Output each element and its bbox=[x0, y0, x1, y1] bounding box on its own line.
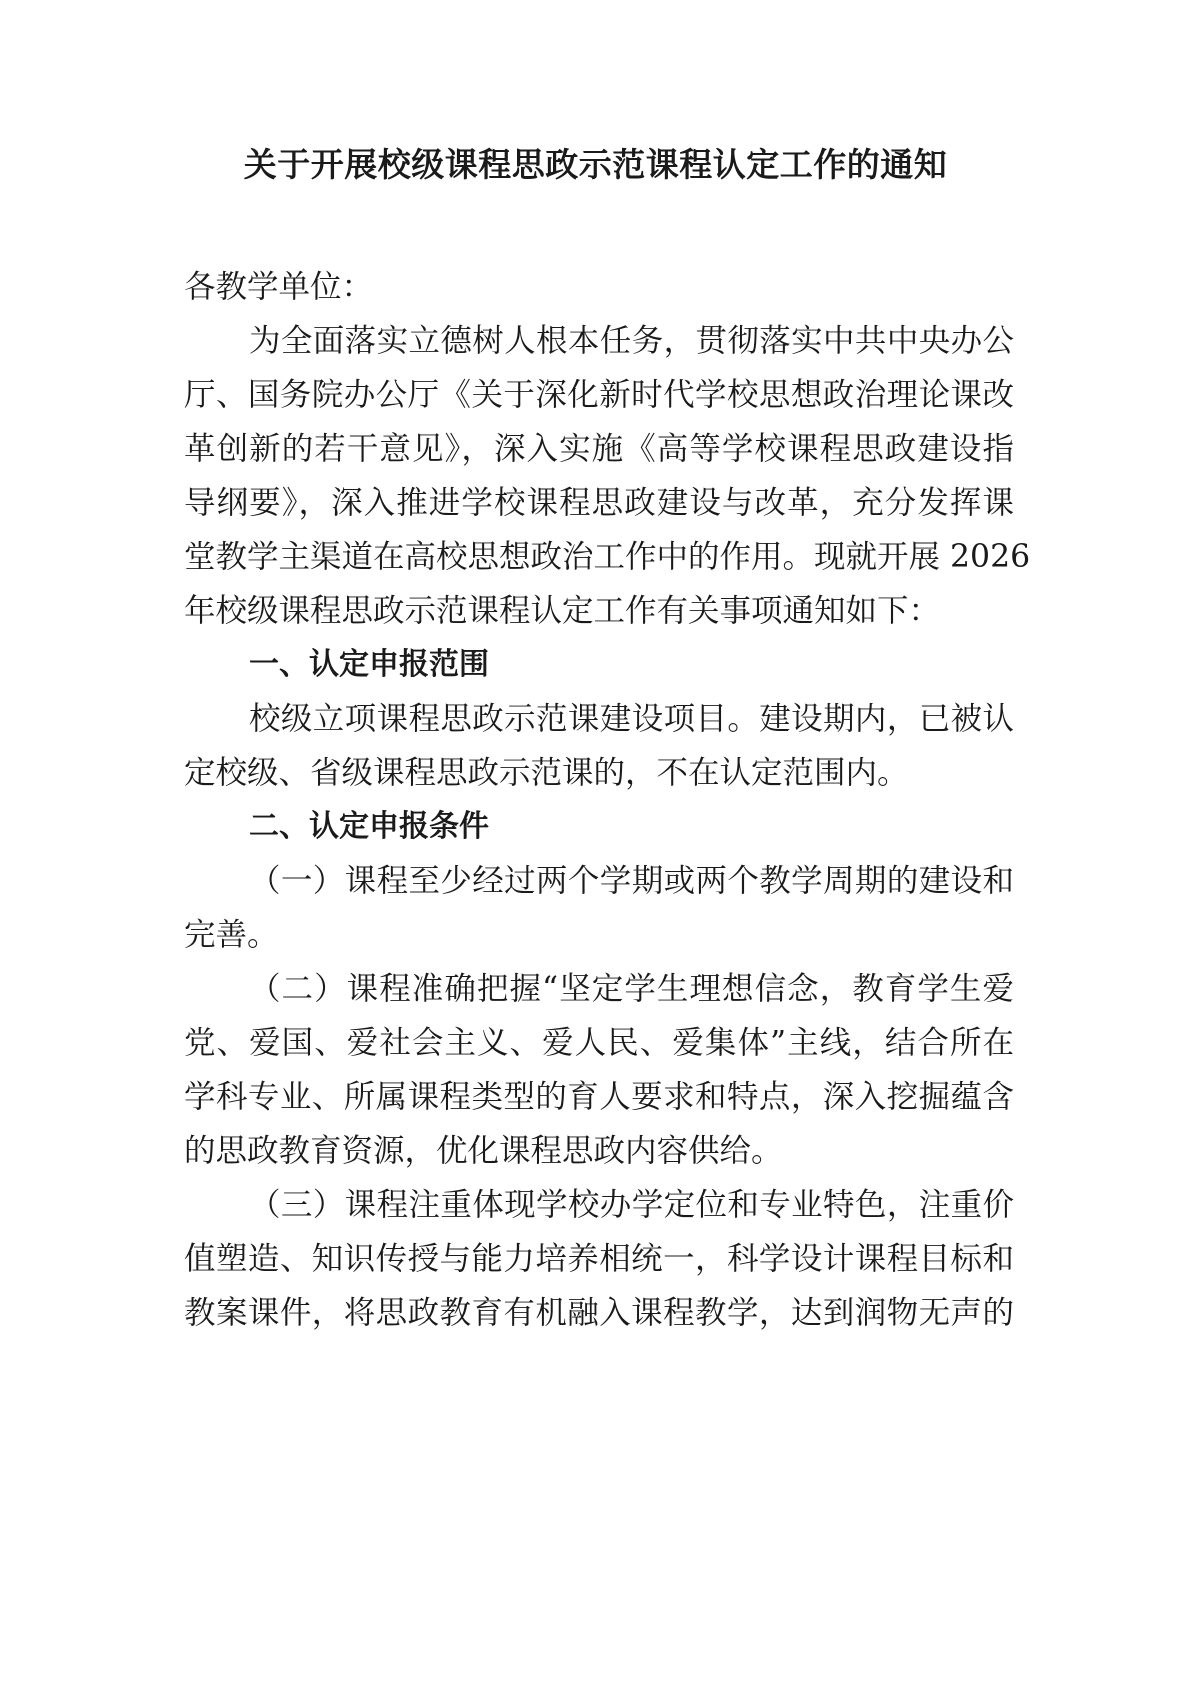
salutation: 各教学单位： bbox=[184, 269, 374, 305]
intro-line-1: 为全面落实立德树人根本任务，贯彻落实中共中央办公 bbox=[249, 323, 1014, 359]
intro-line-6: 年校级课程思政示范课程认定工作有关事项通知如下： bbox=[184, 593, 941, 629]
item-3-line-2: 值塑造、知识传授与能力培养相统一，科学设计课程目标和 bbox=[184, 1241, 1014, 1277]
item-2-line-3: 学科专业、所属课程类型的育人要求和特点，深入挖掘蕴含 bbox=[184, 1079, 1014, 1115]
intro-line-3: 革创新的若干意见》，深入实施《高等学校课程思政建设指 bbox=[184, 431, 1014, 467]
item-2-line-2: 党、爱国、爱社会主义、爱人民、爱集体”主线，结合所在 bbox=[184, 1025, 1014, 1061]
section-1-line-1: 校级立项课程思政示范课建设项目。建设期内，已被认 bbox=[249, 701, 1014, 737]
section-1-line-2: 定校级、省级课程思政示范课的，不在认定范围内。 bbox=[184, 755, 909, 791]
item-1-line-1: （一）课程至少经过两个学期或两个教学周期的建设和 bbox=[249, 863, 1014, 899]
intro-line-5: 堂教学主渠道在高校思想政治工作中的作用。现就开展 2026 bbox=[184, 539, 1031, 575]
item-3-line-1: （三）课程注重体现学校办学定位和专业特色，注重价 bbox=[249, 1187, 1014, 1223]
item-2-line-1: （二）课程准确把握“坚定学生理想信念，教育学生爱 bbox=[249, 971, 1014, 1007]
item-3-line-3: 教案课件，将思政教育有机融入课程教学，达到润物无声的 bbox=[184, 1295, 1014, 1331]
section-1-heading: 一、认定申报范围 bbox=[249, 647, 489, 682]
document-title: 关于开展校级课程思政示范课程认定工作的通知 bbox=[243, 145, 948, 184]
section-2-heading: 二、认定申报条件 bbox=[249, 809, 489, 844]
item-2-line-4: 的思政教育资源，优化课程思政内容供给。 bbox=[184, 1133, 783, 1169]
item-1-line-2: 完善。 bbox=[184, 917, 279, 953]
intro-line-2: 厅、国务院办公厅《关于深化新时代学校思想政治理论课改 bbox=[184, 377, 1014, 413]
intro-line-4: 导纲要》，深入推进学校课程思政建设与改革，充分发挥课 bbox=[184, 485, 1014, 521]
